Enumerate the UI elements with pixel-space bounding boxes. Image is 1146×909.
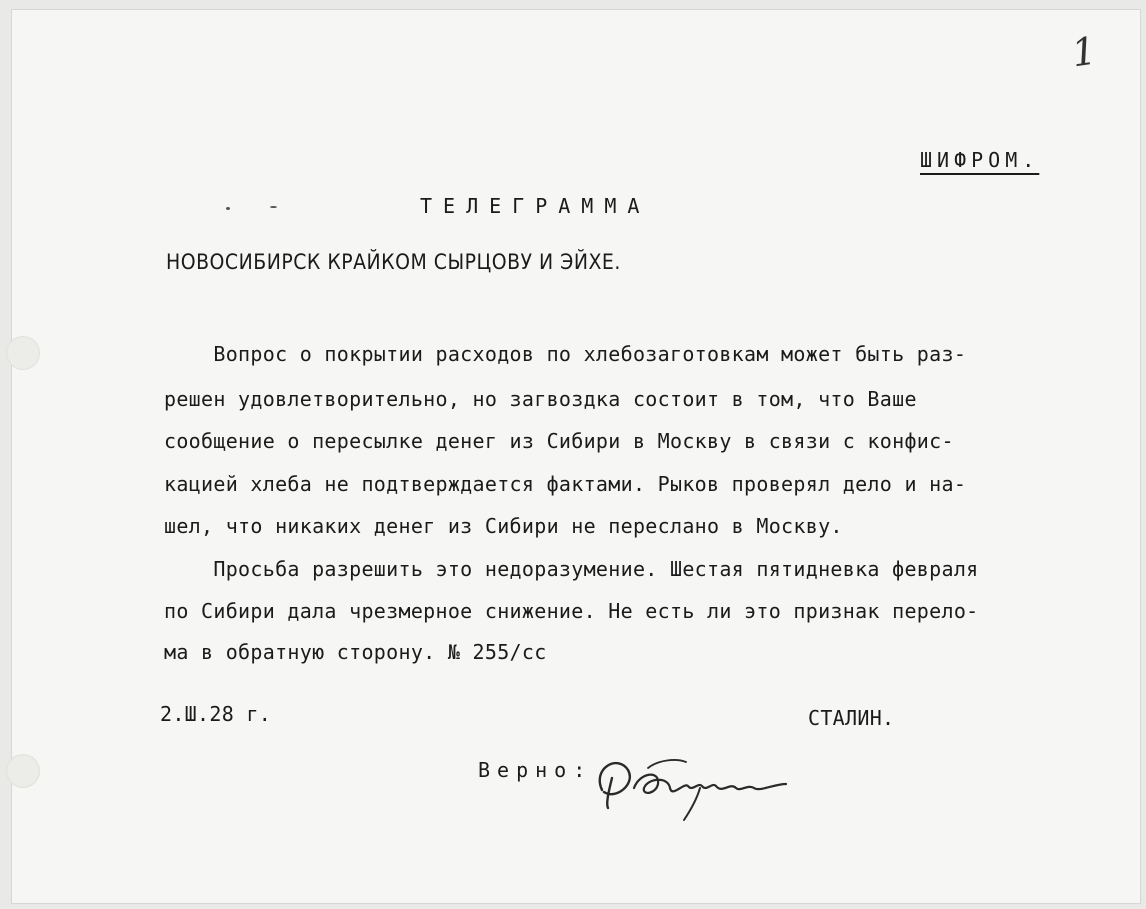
punch-hole <box>6 336 40 370</box>
document-date: 2.Ш.28 г. <box>160 702 272 726</box>
body-line: Просьба разрешить это недоразумение. Шестая пятидневка февраля <box>164 557 979 581</box>
page-number: 1 <box>1069 28 1100 76</box>
body-line: кацией хлеба не подтверждается фактами. Рыков проверял дело и на- <box>164 472 967 496</box>
body-line: шел, что никаких денег из Сибири не переслано в Москву. <box>164 514 843 538</box>
typewriter-speck <box>226 207 230 210</box>
certified-label: Верно: <box>478 758 593 782</box>
body-line: Вопрос о покрытии расходов по хлебозаготовкам может быть раз- <box>164 342 967 366</box>
handwritten-signature <box>588 748 798 828</box>
typewriter-speck <box>270 206 277 208</box>
body-line: по Сибири дала чрезмерное снижение. Не есть ли это признак перело- <box>164 599 979 623</box>
addressee-line: НОВОСИБИРСК КРАЙКОМ СЫРЦОВУ И ЭЙХЕ. <box>166 250 621 274</box>
body-line: ма в обратную сторону. № 255/сс <box>164 640 547 664</box>
cipher-mark: ШИФРОМ. <box>920 148 1040 172</box>
punch-hole <box>6 754 40 788</box>
body-line: сообщение о пересылке денег из Сибири в Москву в связи с конфис- <box>164 429 954 453</box>
body-line: решен удовлетворительно, но загвоздка состоит в том, что Ваше <box>164 387 917 411</box>
telegram-title: ТЕЛЕГРАММА <box>420 194 651 218</box>
signer-name: СТАЛИН. <box>808 706 895 730</box>
